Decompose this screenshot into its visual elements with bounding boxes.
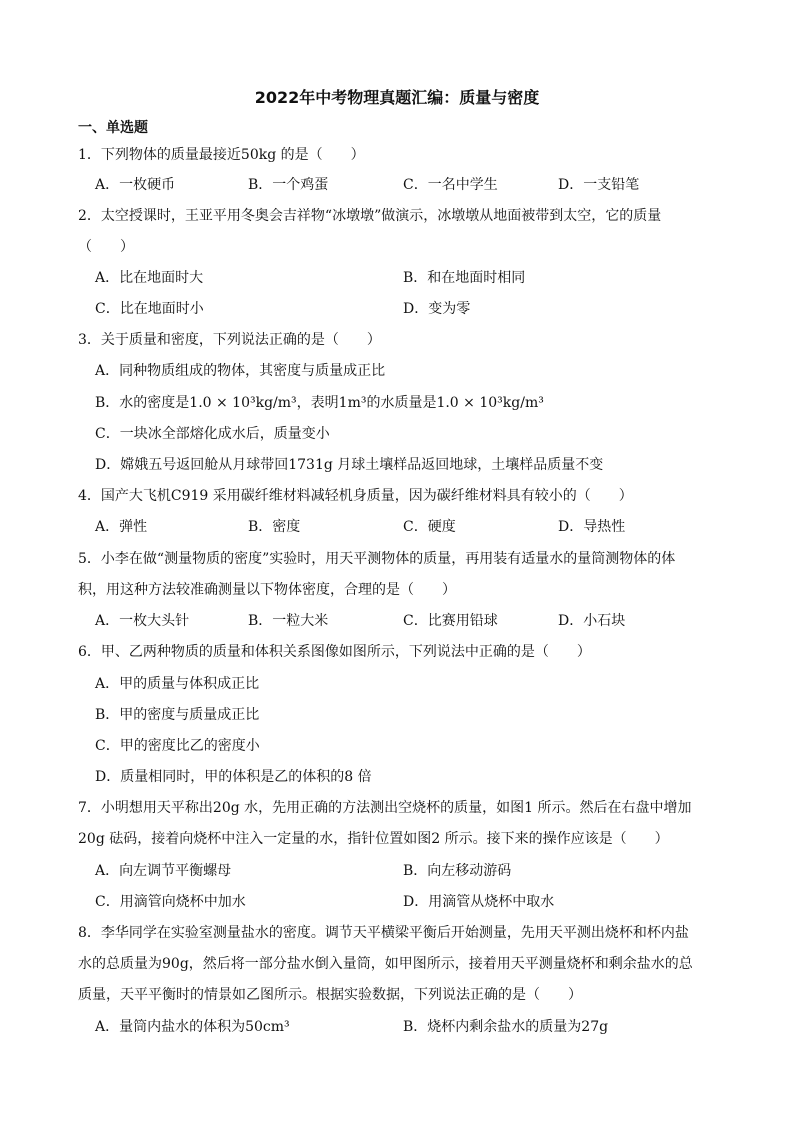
question-1-stem: 1．下列物体的质量最接近50kg 的是（ ）	[78, 147, 365, 163]
question-3-option-b: B．水的密度是1.0 × 10³kg/m³，表明1m³的水质量是1.0 × 10³kg/m³	[95, 395, 544, 411]
question-3-stem: 3．关于质量和密度，下列说法正确的是（ ）	[78, 332, 381, 348]
question-5-option-b: B．一粒大米	[248, 613, 329, 629]
question-7-option-d: D．用滴管从烧杯中取水	[403, 894, 555, 910]
question-6-option-d: D．质量相同时，甲的体积是乙的体积的8 倍	[95, 769, 372, 785]
question-2-option-d: D．变为零	[403, 301, 471, 317]
question-3-option-a: A．同种物质组成的物体，其密度与质量成正比	[95, 363, 386, 379]
question-5-option-c: C．比赛用铅球	[403, 613, 498, 629]
question-6-option-c: C．甲的密度比乙的密度小	[95, 738, 260, 754]
question-5-option-a: A．一枚大头针	[95, 613, 190, 629]
question-8-option-a: A．量筒内盐水的体积为50cm³	[95, 1019, 290, 1035]
question-1-option-c: C．一名中学生	[403, 177, 498, 193]
document-title: 2022年中考物理真题汇编：质量与密度	[254, 88, 540, 107]
question-2-option-a: A．比在地面时大	[95, 270, 204, 286]
question-5-option-d: D．小石块	[558, 613, 626, 629]
question-2-stem-cont: （ ）	[78, 239, 134, 255]
question-4-option-a: A．弹性	[95, 519, 148, 535]
section-heading: 一、单选题	[78, 120, 148, 136]
question-7-stem: 7．小明想用天平称出20g 水，先用正确的方法测出空烧杯的质量，如图1 所示。然后在右盘中增加	[78, 800, 692, 816]
question-3-option-d: D．嫦娥五号返回舱从月球带回1731g 月球土壤样品返回地球，土壤样品质量不变	[95, 457, 604, 473]
question-2-stem: 2．太空授课时，王亚平用冬奥会吉祥物“冰墩墩”做演示，冰墩墩从地面被带到太空，它的质量	[78, 208, 662, 224]
question-8-stem-cont-2: 质量，天平平衡时的情景如乙图所示。根据实验数据，下列说法正确的是（ ）	[78, 987, 582, 1003]
question-4-option-c: C．硬度	[403, 519, 456, 535]
question-2-option-c: C．比在地面时小	[95, 301, 204, 317]
question-8-stem-cont-1: 水的总质量为90g，然后将一部分盐水倒入量筒，如甲图所示，接着用天平测量烧杯和剩余盐水的总	[78, 956, 693, 972]
question-7-stem-cont: 20g 砝码，接着向烧杯中注入一定量的水，指针位置如图2 所示。接下来的操作应该是（ ）	[78, 831, 669, 847]
question-8-stem: 8．李华同学在实验室测量盐水的密度。调节天平横梁平衡后开始测量，先用天平测出烧杯和杯内盐	[78, 925, 689, 941]
question-4-stem: 4．国产大飞机C919 采用碳纤维材料减轻机身质量，因为碳纤维材料具有较小的（ ）	[78, 488, 633, 504]
question-7-option-c: C．用滴管向烧杯中加水	[95, 894, 246, 910]
question-7-option-b: B．向左移动游码	[403, 863, 512, 879]
question-6-option-a: A．甲的质量与体积成正比	[95, 676, 260, 692]
question-1-option-a: A．一枚硬币	[95, 177, 176, 193]
question-8-option-b: B．烧杯内剩余盐水的质量为27g	[403, 1019, 609, 1035]
question-1-option-d: D．一支铅笔	[558, 177, 640, 193]
question-1-option-b: B．一个鸡蛋	[248, 177, 329, 193]
question-5-stem: 5．小李在做“测量物质的密度”实验时，用天平测物体的质量，再用装有适量水的量筒测物体的体	[78, 551, 676, 567]
question-2-option-b: B．和在地面时相同	[403, 270, 526, 286]
question-6-stem: 6．甲、乙两种物质的质量和体积关系图像如图所示，下列说法中正确的是（ ）	[78, 644, 591, 660]
question-6-option-b: B．甲的密度与质量成正比	[95, 707, 260, 723]
question-7-option-a: A．向左调节平衡螺母	[95, 863, 232, 879]
question-4-option-b: B．密度	[248, 519, 301, 535]
question-5-stem-cont: 积，用这种方法较准确测量以下物体密度，合理的是（ ）	[78, 582, 456, 598]
question-3-option-c: C．一块冰全部熔化成水后，质量变小	[95, 426, 330, 442]
question-4-option-d: D．导热性	[558, 519, 626, 535]
